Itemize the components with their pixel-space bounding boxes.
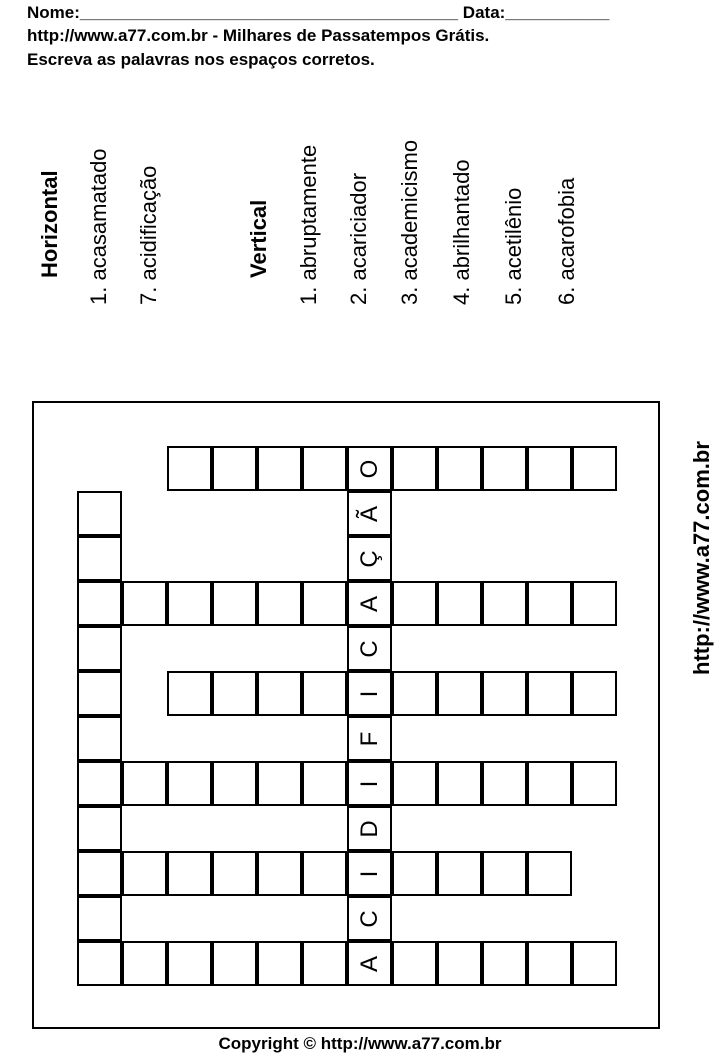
answer-cell[interactable] — [437, 446, 482, 491]
clue-vertical-3: 3. academicismo — [397, 139, 422, 305]
answer-cell[interactable] — [212, 446, 257, 491]
answer-cell[interactable] — [302, 581, 347, 626]
answer-cell[interactable] — [572, 581, 617, 626]
given-letter-cell[interactable] — [347, 851, 392, 896]
clue-vertical-6: 6. acarofobia — [554, 177, 579, 305]
answer-cell[interactable] — [122, 761, 167, 806]
answer-cell[interactable] — [392, 851, 437, 896]
cell-letter: A — [355, 955, 383, 972]
answer-cell[interactable] — [527, 581, 572, 626]
clue-vertical-2: 2. acariciador — [346, 172, 371, 305]
answer-cell[interactable] — [77, 581, 122, 626]
vertical-title: Vertical — [246, 199, 271, 278]
footer-copyright: Copyright © http://www.a77.com.br — [218, 1034, 502, 1053]
side-url: http://www.a77.com.br — [689, 441, 714, 675]
answer-cell[interactable] — [302, 941, 347, 986]
answer-cell[interactable] — [77, 851, 122, 896]
answer-cell[interactable] — [167, 941, 212, 986]
instructions: Escreva as palavras nos espaços corretos. — [27, 50, 375, 69]
answer-cell[interactable] — [482, 446, 527, 491]
answer-cell[interactable] — [437, 761, 482, 806]
answer-cell[interactable] — [167, 851, 212, 896]
given-letter-cell[interactable] — [347, 806, 392, 851]
answer-cell[interactable] — [77, 716, 122, 761]
answer-cell[interactable] — [437, 851, 482, 896]
clue-horizontal-1: 1. acasamatado — [86, 148, 111, 305]
given-letter-cell[interactable] — [347, 581, 392, 626]
answer-cell[interactable] — [122, 941, 167, 986]
cell-letter: Ç — [355, 549, 383, 568]
answer-cell[interactable] — [77, 761, 122, 806]
answer-cell[interactable] — [122, 851, 167, 896]
answer-cell[interactable] — [167, 761, 212, 806]
answer-cell[interactable] — [257, 941, 302, 986]
answer-cell[interactable] — [527, 851, 572, 896]
answer-cell[interactable] — [77, 671, 122, 716]
answer-cell[interactable] — [77, 806, 122, 851]
answer-cell[interactable] — [257, 446, 302, 491]
answer-cell[interactable] — [212, 671, 257, 716]
answer-cell[interactable] — [77, 626, 122, 671]
answer-cell[interactable] — [77, 896, 122, 941]
answer-cell[interactable] — [572, 671, 617, 716]
answer-cell[interactable] — [437, 941, 482, 986]
cell-letter: C — [355, 639, 383, 658]
answer-cell[interactable] — [572, 941, 617, 986]
answer-cell[interactable] — [392, 761, 437, 806]
given-letter-cell[interactable] — [347, 761, 392, 806]
site-line: http://www.a77.com.br - Milhares de Passatempos Grátis. — [27, 26, 490, 45]
answer-cell[interactable] — [437, 581, 482, 626]
answer-cell[interactable] — [212, 761, 257, 806]
given-letter-cell[interactable] — [347, 941, 392, 986]
given-letter-cell[interactable] — [347, 671, 392, 716]
answer-cell[interactable] — [437, 671, 482, 716]
answer-cell[interactable] — [527, 761, 572, 806]
answer-cell[interactable] — [302, 851, 347, 896]
answer-cell[interactable] — [527, 446, 572, 491]
answer-cell[interactable] — [482, 581, 527, 626]
answer-cell[interactable] — [257, 671, 302, 716]
answer-cell[interactable] — [527, 941, 572, 986]
cell-letter: I — [355, 780, 383, 787]
given-letter-cell[interactable] — [347, 896, 392, 941]
answer-cell[interactable] — [77, 491, 122, 536]
clue-vertical-5: 5. acetilênio — [501, 187, 526, 305]
given-letter-cell[interactable] — [347, 446, 392, 491]
cell-letter: O — [355, 459, 383, 478]
answer-cell[interactable] — [77, 536, 122, 581]
given-letter-cell[interactable] — [347, 491, 392, 536]
answer-cell[interactable] — [257, 761, 302, 806]
answer-cell[interactable] — [302, 671, 347, 716]
cell-letter: Ã — [355, 505, 383, 522]
horizontal-title: Horizontal — [37, 170, 62, 278]
answer-cell[interactable] — [302, 446, 347, 491]
cell-letter: D — [355, 819, 383, 838]
cell-letter: F — [355, 731, 383, 746]
answer-cell[interactable] — [572, 761, 617, 806]
cell-letter: I — [355, 690, 383, 697]
answer-cell[interactable] — [572, 446, 617, 491]
answer-cell[interactable] — [392, 941, 437, 986]
given-letter-cell[interactable] — [347, 626, 392, 671]
answer-cell[interactable] — [302, 761, 347, 806]
answer-cell[interactable] — [167, 446, 212, 491]
answer-cell[interactable] — [167, 671, 212, 716]
answer-cell[interactable] — [212, 581, 257, 626]
answer-cell[interactable] — [257, 851, 302, 896]
answer-cell[interactable] — [527, 671, 572, 716]
answer-cell[interactable] — [122, 581, 167, 626]
cell-letter: A — [355, 595, 383, 612]
answer-cell[interactable] — [392, 446, 437, 491]
clue-vertical-1: 1. abruptamente — [296, 144, 321, 305]
name-date-line: Nome:________________________________________ Data:___________ — [27, 3, 610, 22]
answer-cell[interactable] — [167, 581, 212, 626]
answer-cell[interactable] — [212, 851, 257, 896]
clue-horizontal-7: 7. acidificação — [136, 165, 161, 305]
answer-cell[interactable] — [482, 671, 527, 716]
cell-letter: C — [355, 909, 383, 928]
answer-cell[interactable] — [482, 851, 527, 896]
answer-cell[interactable] — [482, 941, 527, 986]
answer-cell[interactable] — [77, 941, 122, 986]
answer-cell[interactable] — [392, 581, 437, 626]
given-letter-cell[interactable] — [347, 716, 392, 761]
answer-cell[interactable] — [212, 941, 257, 986]
clue-vertical-4: 4. abrilhantado — [449, 159, 474, 305]
given-letter-cell[interactable] — [347, 536, 392, 581]
answer-cell[interactable] — [257, 581, 302, 626]
answer-cell[interactable] — [392, 671, 437, 716]
cell-letter: I — [355, 870, 383, 877]
answer-cell[interactable] — [482, 761, 527, 806]
